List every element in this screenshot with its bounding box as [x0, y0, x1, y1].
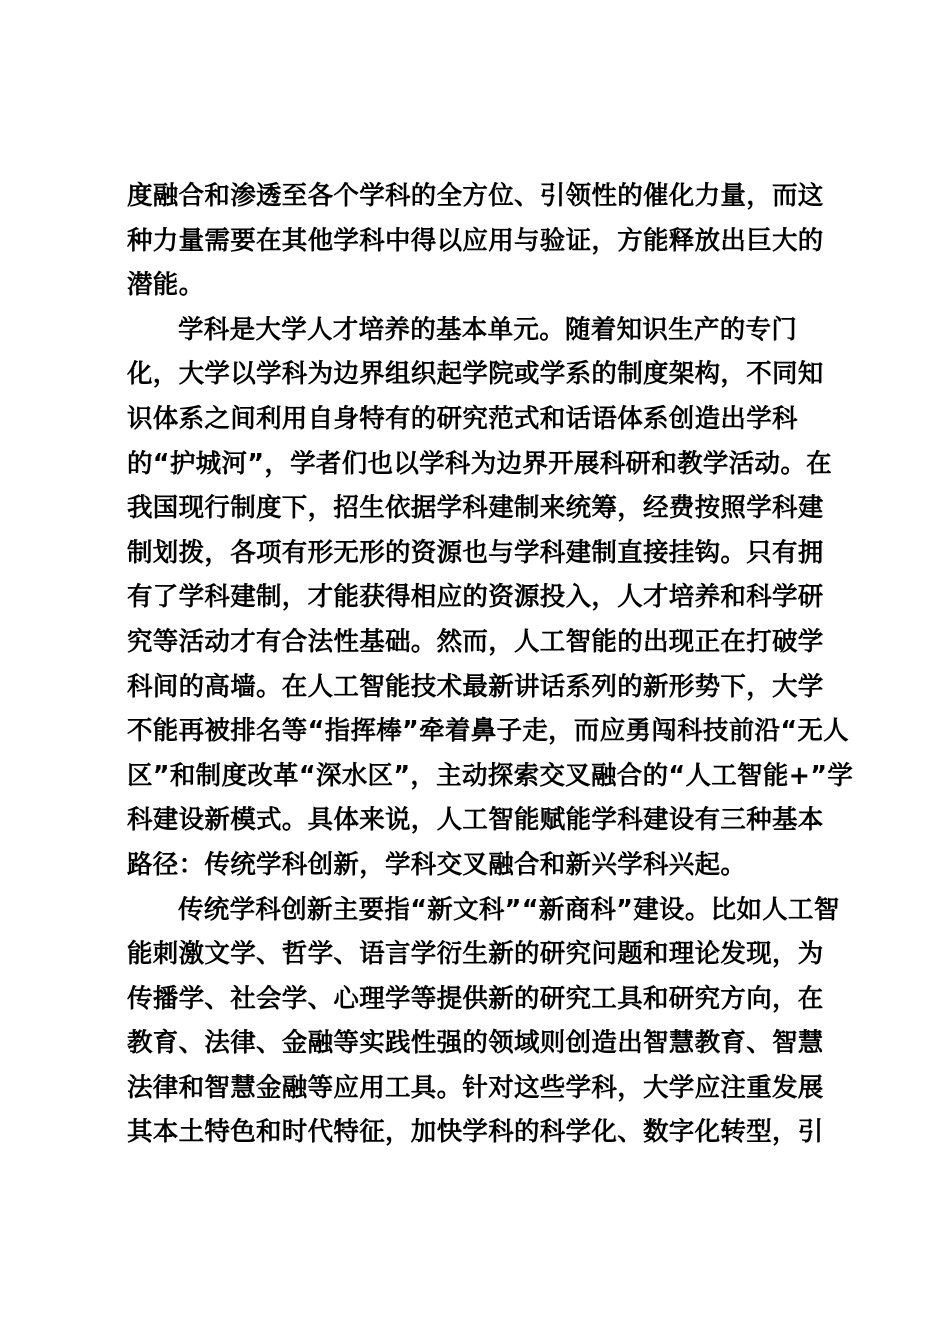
text-line: 识体系之间利用自身特有的研究范式和话语体系创造出学科: [127, 403, 798, 434]
text-line: 传统学科创新主要指“新文科”“新商科”建设。比如人工智: [178, 894, 840, 925]
text-line: 度融合和渗透至各个学科的全方位、引领性的催化力量，而这: [127, 181, 824, 211]
text-line: 能刺激文学、哲学、语言学衍生新的研究问题和理论发现，为: [127, 939, 824, 970]
text-line: 制划拨，各项有形无形的资源也与学科建制直接挂钩。只有拥: [127, 537, 824, 568]
text-line: 不能再被排名等“指挥棒”牵着鼻子走，而应勇闯科技前沿“无人: [127, 716, 849, 747]
text-line: 种力量需要在其他学科中得以应用与验证，方能释放出巨大的: [127, 225, 824, 256]
text-line: 有了学科建制，才能获得相应的资源投入，人才培养和科学研: [127, 582, 824, 613]
text-line: 究等活动才有合法性基础。然而，人工智能的出现正在打破学: [127, 626, 824, 657]
text-line: 区”和制度改革“深水区”，主动探索交叉融合的“人工智能+”学: [127, 760, 854, 791]
text-line: 路径：传统学科创新，学科交叉融合和新兴学科兴起。: [127, 849, 747, 880]
text-line: 学科是大学人才培养的基本单元。随着知识生产的专门: [178, 314, 798, 345]
text-line: 教育、法律、金融等实践性强的领域则创造出智慧教育、智慧: [127, 1028, 824, 1059]
text-line: 化，大学以学科为边界组织起学院或学系的制度架构，不同知: [127, 359, 824, 390]
text-line: 科间的高墙。在人工智能技术最新讲话系列的新形势下，大学: [127, 671, 824, 702]
text-line: 潜能。: [127, 270, 205, 301]
body-text: [127, 174, 854, 1155]
text-line: 我国现行制度下，招生依据学科建制来统筹，经费按照学科建: [127, 493, 824, 524]
text-line: 科建设新模式。具体来说，人工智能赋能学科建设有三种基本: [127, 805, 824, 836]
text-line: 的“护城河”，学者们也以学科为边界开展科研和教学活动。在: [127, 448, 832, 479]
text-line: 其本土特色和时代特征，加快学科的科学化、数字化转型，引: [127, 1117, 824, 1148]
text-line: 法律和智慧金融等应用工具。针对这些学科，大学应注重发展: [127, 1072, 824, 1103]
text-line: 传播学、社会学、心理学等提供新的研究工具和研究方向，在: [127, 983, 824, 1014]
